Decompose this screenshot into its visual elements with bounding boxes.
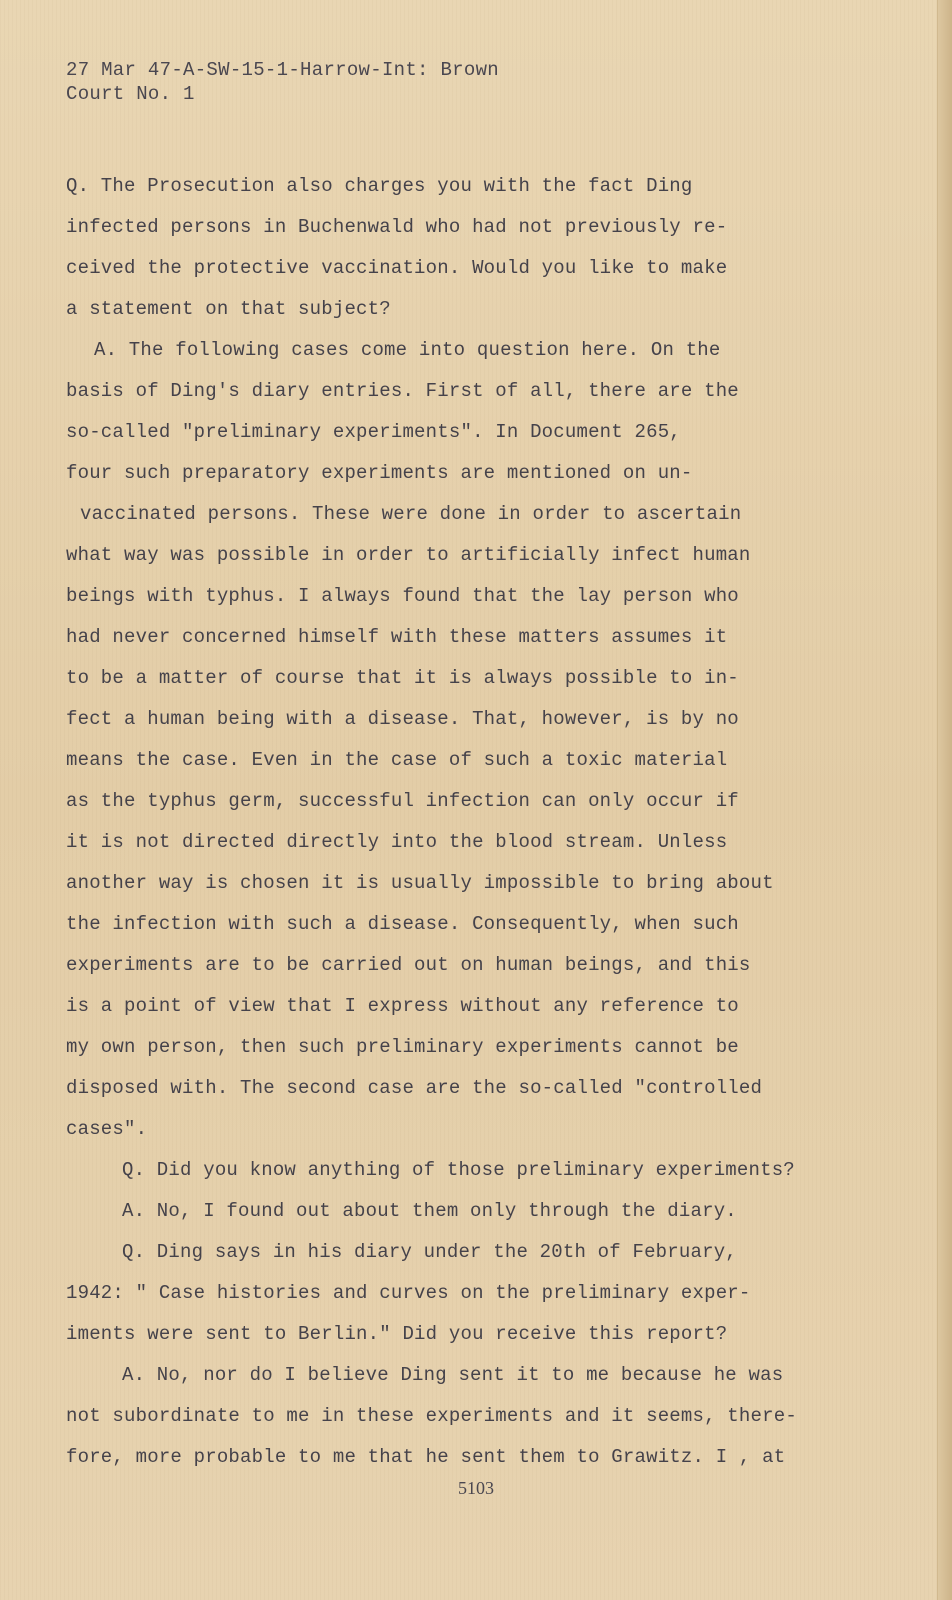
body-line: fore, more probable to me that he sent them to Grawitz. I , at	[66, 1446, 786, 1468]
body-line: means the case. Even in the case of such a toxic material	[66, 749, 728, 771]
body-line: it is not directed directly into the blood stream. Unless	[66, 831, 728, 853]
header-line-2: Court No. 1	[66, 83, 195, 105]
body-line: what way was possible in order to artificially infect human	[66, 544, 751, 566]
body-line: iments were sent to Berlin." Did you receive this report?	[66, 1323, 728, 1345]
body-line: had never concerned himself with these matters assumes it	[66, 626, 728, 648]
body-line: ceived the protective vaccination. Would you like to make	[66, 257, 728, 279]
body-line: Q. Ding says in his diary under the 20th of February,	[122, 1241, 737, 1263]
body-line: vaccinated persons. These were done in order to ascertain	[80, 503, 742, 525]
body-line: a statement on that subject?	[66, 298, 391, 320]
header-line-1: 27 Mar 47-A-SW-15-1-Harrow-Int: Brown	[66, 59, 499, 81]
body-line: A. No, I found out about them only through the diary.	[122, 1200, 737, 1222]
body-line: 1942: " Case histories and curves on the preliminary exper-	[66, 1282, 751, 1304]
body-line: the infection with such a disease. Consequently, when such	[66, 913, 739, 935]
body-line: Q. The Prosecution also charges you with the fact Ding	[66, 175, 693, 197]
body-line: A. No, nor do I believe Ding sent it to me because he was	[122, 1364, 784, 1386]
body-line: infected persons in Buchenwald who had not previously re-	[66, 216, 728, 238]
body-line: my own person, then such preliminary experiments cannot be	[66, 1036, 739, 1058]
body-line: to be a matter of course that it is always possible to in-	[66, 667, 739, 689]
page-number: 5103	[458, 1478, 494, 1498]
body-line: basis of Ding's diary entries. First of all, there are the	[66, 380, 739, 402]
page-edge	[937, 0, 952, 1600]
body-line: experiments are to be carried out on human beings, and this	[66, 954, 751, 976]
body-line: so-called "preliminary experiments". In Document 265,	[66, 421, 681, 443]
body-line: beings with typhus. I always found that the lay person who	[66, 585, 739, 607]
body-line: fect a human being with a disease. That, however, is by no	[66, 708, 739, 730]
body-line: as the typhus germ, successful infection can only occur if	[66, 790, 739, 812]
body-line: A. The following cases come into question here. On the	[94, 339, 721, 361]
transcript-body	[66, 166, 846, 1478]
body-line: disposed with. The second case are the so-called "controlled	[66, 1077, 763, 1099]
body-line: Q. Did you know anything of those preliminary experiments?	[122, 1159, 795, 1181]
body-line: not subordinate to me in these experiments and it seems, there-	[66, 1405, 797, 1427]
body-line: cases".	[66, 1118, 148, 1140]
body-line: four such preparatory experiments are mentioned on un-	[66, 462, 693, 484]
body-line: another way is chosen it is usually impossible to bring about	[66, 872, 774, 894]
body-line: is a point of view that I express without any reference to	[66, 995, 739, 1017]
document-header	[66, 58, 499, 106]
